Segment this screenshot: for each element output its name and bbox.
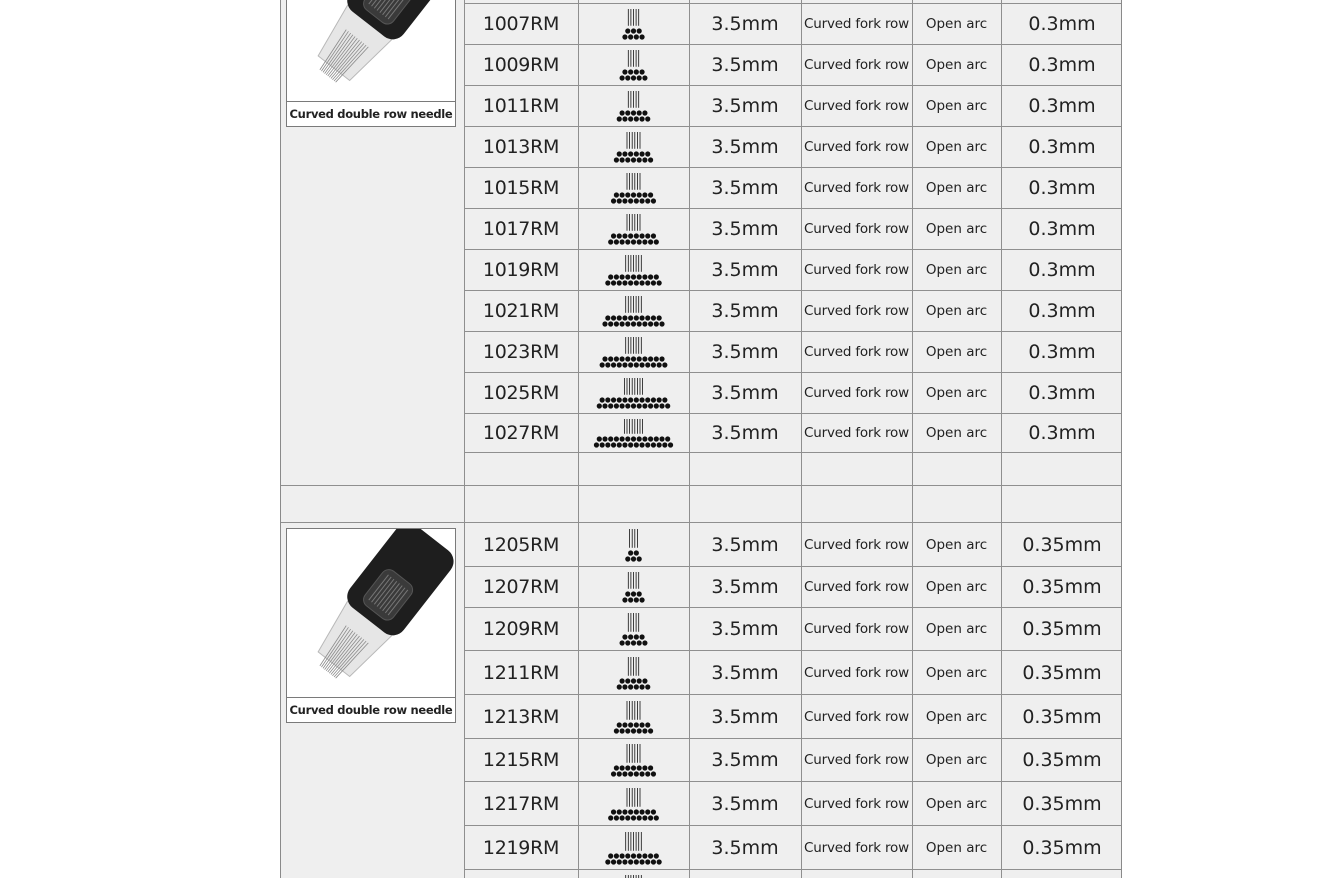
model-number: 1023RM	[482, 341, 560, 363]
diameter: 3.5mm	[711, 54, 779, 76]
needle-type: Curved fork row	[804, 664, 909, 681]
taper: Open arc	[925, 385, 988, 401]
needle-type: Curved fork row	[804, 385, 909, 401]
needle-type: Curved fork row	[804, 57, 909, 73]
photo-caption: Curved double row needle	[287, 697, 455, 722]
model-number: 1219RM	[482, 836, 560, 859]
photo-caption: Curved double row needle	[287, 101, 455, 126]
taper: Open arc	[925, 839, 988, 856]
model-number	[464, 870, 578, 878]
needle-gauge: 0.35mm	[1022, 836, 1102, 859]
needle-configuration-icon	[580, 88, 687, 124]
diameter: 3.5mm	[711, 705, 779, 728]
diameter: 3.5mm	[711, 259, 779, 281]
needle-type: Curved fork row	[804, 708, 909, 725]
diameter: 3.5mm	[711, 136, 779, 158]
needle-configuration	[578, 168, 689, 208]
needle-cartridge-image	[287, 0, 455, 101]
column-divider	[464, 0, 465, 878]
diameter: 3.5mm	[711, 95, 779, 117]
diameter: 3.5mm	[711, 792, 779, 815]
model-number: 1207RM	[482, 576, 560, 598]
diameter: 3.5mm	[711, 749, 779, 771]
needle-configuration	[578, 209, 689, 249]
row-divider	[281, 485, 1122, 486]
taper: Open arc	[925, 16, 988, 32]
needle-gauge	[1001, 870, 1122, 878]
needle-type: Curved fork row	[804, 536, 909, 553]
needle-configuration	[578, 86, 689, 126]
column-divider	[801, 0, 802, 878]
taper: Open arc	[925, 536, 988, 553]
needle-type: Curved fork row	[804, 344, 909, 360]
needle-gauge: 0.3mm	[1028, 259, 1096, 281]
taper: Open arc	[925, 139, 988, 155]
needle-configuration	[578, 332, 689, 372]
needle-type: Curved fork row	[804, 839, 909, 856]
diameter: 3.5mm	[711, 13, 779, 35]
needle-gauge: 0.3mm	[1028, 54, 1096, 76]
needle-configuration	[578, 739, 689, 781]
needle-gauge: 0.3mm	[1028, 300, 1096, 322]
needle-gauge: 0.3mm	[1028, 13, 1096, 35]
needle-configuration-icon	[580, 610, 687, 648]
needle-gauge: 0.35mm	[1022, 792, 1102, 815]
needle-configuration	[578, 695, 689, 738]
needle-configuration	[578, 608, 689, 650]
taper: Open arc	[925, 664, 988, 681]
taper: Open arc	[925, 57, 988, 73]
needle-configuration-icon	[580, 252, 687, 288]
needle-configuration-icon	[580, 47, 687, 83]
needle-type: Curved fork row	[804, 16, 909, 32]
diameter: 3.5mm	[711, 382, 779, 404]
model-number: 1213RM	[482, 705, 560, 728]
taper: Open arc	[925, 425, 988, 441]
product-photo	[286, 528, 456, 723]
taper: Open arc	[925, 180, 988, 196]
needle-configuration	[578, 651, 689, 694]
diameter: 3.5mm	[711, 300, 779, 322]
taper: Open arc	[925, 795, 988, 812]
needle-configuration	[578, 523, 689, 566]
taper: Open arc	[925, 303, 988, 319]
row-divider	[464, 452, 1122, 453]
taper: Open arc	[925, 344, 988, 360]
needle-configuration-icon	[580, 129, 687, 165]
needle-type: Curved fork row	[804, 303, 909, 319]
needle-gauge: 0.3mm	[1028, 177, 1096, 199]
needle-configuration-icon	[580, 526, 687, 564]
needle-spec-table	[280, 0, 1122, 878]
needle-configuration-icon	[580, 785, 687, 823]
needle-gauge: 0.35mm	[1022, 705, 1102, 728]
model-number: 1019RM	[482, 259, 560, 281]
needle-gauge: 0.35mm	[1022, 661, 1102, 684]
diameter: 3.5mm	[711, 618, 779, 640]
needle-configuration-icon	[580, 872, 687, 878]
needle-gauge: 0.35mm	[1022, 749, 1102, 771]
needle-configuration	[578, 45, 689, 85]
taper: Open arc	[925, 221, 988, 237]
needle-type: Curved fork row	[804, 262, 909, 278]
needle-configuration-icon	[580, 654, 687, 692]
taper: Open arc	[925, 621, 988, 637]
taper: Open arc	[925, 579, 988, 595]
needle-type: Curved fork row	[804, 98, 909, 114]
product-photo	[286, 0, 456, 127]
needle-configuration-icon	[580, 569, 687, 605]
needle-configuration	[578, 567, 689, 607]
diameter: 3.5mm	[711, 576, 779, 598]
diameter	[689, 870, 801, 878]
model-number: 1007RM	[482, 13, 560, 35]
model-number: 1215RM	[482, 749, 560, 771]
model-number: 1211RM	[482, 661, 560, 684]
diameter: 3.5mm	[711, 533, 779, 556]
model-number: 1017RM	[482, 218, 560, 240]
model-number: 1025RM	[482, 382, 560, 404]
needle-configuration-icon	[580, 829, 687, 867]
column-divider	[578, 0, 579, 878]
needle-configuration-icon	[580, 741, 687, 779]
taper: Open arc	[925, 98, 988, 114]
needle-gauge: 0.35mm	[1022, 533, 1102, 556]
needle-configuration-icon	[580, 334, 687, 370]
needle-gauge: 0.35mm	[1022, 576, 1102, 598]
diameter: 3.5mm	[711, 422, 779, 444]
needle-configuration-icon	[580, 698, 687, 736]
needle-gauge: 0.35mm	[1022, 618, 1102, 640]
diameter: 3.5mm	[711, 661, 779, 684]
model-number: 1015RM	[482, 177, 560, 199]
model-number: 1009RM	[482, 54, 560, 76]
needle-type: Curved fork row	[804, 752, 909, 768]
column-divider	[912, 0, 913, 878]
row-divider	[281, 522, 1122, 523]
needle-type: Curved fork row	[804, 221, 909, 237]
needle-type: Curved fork row	[804, 621, 909, 637]
needle-type: Curved fork row	[804, 579, 909, 595]
needle-gauge: 0.3mm	[1028, 95, 1096, 117]
model-number: 1027RM	[482, 422, 560, 444]
needle-configuration-icon	[580, 416, 687, 450]
needle-configuration	[578, 291, 689, 331]
needle-type: Curved fork row	[804, 139, 909, 155]
model-number: 1013RM	[482, 136, 560, 158]
taper	[912, 870, 1001, 878]
needle-configuration	[578, 373, 689, 413]
column-divider	[1001, 0, 1002, 878]
needle-configuration	[578, 870, 689, 878]
taper: Open arc	[925, 752, 988, 768]
needle-type: Curved fork row	[804, 425, 909, 441]
needle-cartridge-image	[287, 529, 455, 697]
taper: Open arc	[925, 262, 988, 278]
needle-gauge: 0.3mm	[1028, 382, 1096, 404]
column-divider	[689, 0, 690, 878]
needle-configuration	[578, 414, 689, 452]
needle-configuration-icon	[580, 293, 687, 329]
model-number: 1217RM	[482, 792, 560, 815]
needle-gauge: 0.3mm	[1028, 341, 1096, 363]
needle-gauge: 0.3mm	[1028, 422, 1096, 444]
needle-type: Curved fork row	[804, 180, 909, 196]
taper: Open arc	[925, 708, 988, 725]
needle-configuration	[578, 826, 689, 869]
needle-configuration	[578, 4, 689, 44]
needle-type: Curved fork row	[804, 795, 909, 812]
needle-configuration	[578, 127, 689, 167]
needle-configuration-icon	[580, 211, 687, 247]
needle-configuration-icon	[580, 170, 687, 206]
diameter: 3.5mm	[711, 341, 779, 363]
needle-gauge: 0.3mm	[1028, 218, 1096, 240]
diameter: 3.5mm	[711, 836, 779, 859]
needle-configuration	[578, 782, 689, 825]
diameter: 3.5mm	[711, 218, 779, 240]
model-number: 1209RM	[482, 618, 560, 640]
needle-configuration-icon	[580, 6, 687, 42]
needle-configuration-icon	[580, 375, 687, 411]
diameter: 3.5mm	[711, 177, 779, 199]
model-number: 1205RM	[482, 533, 560, 556]
needle-type	[801, 870, 912, 878]
model-number: 1021RM	[482, 300, 560, 322]
needle-gauge: 0.3mm	[1028, 136, 1096, 158]
model-number: 1011RM	[482, 95, 560, 117]
needle-configuration	[578, 250, 689, 290]
